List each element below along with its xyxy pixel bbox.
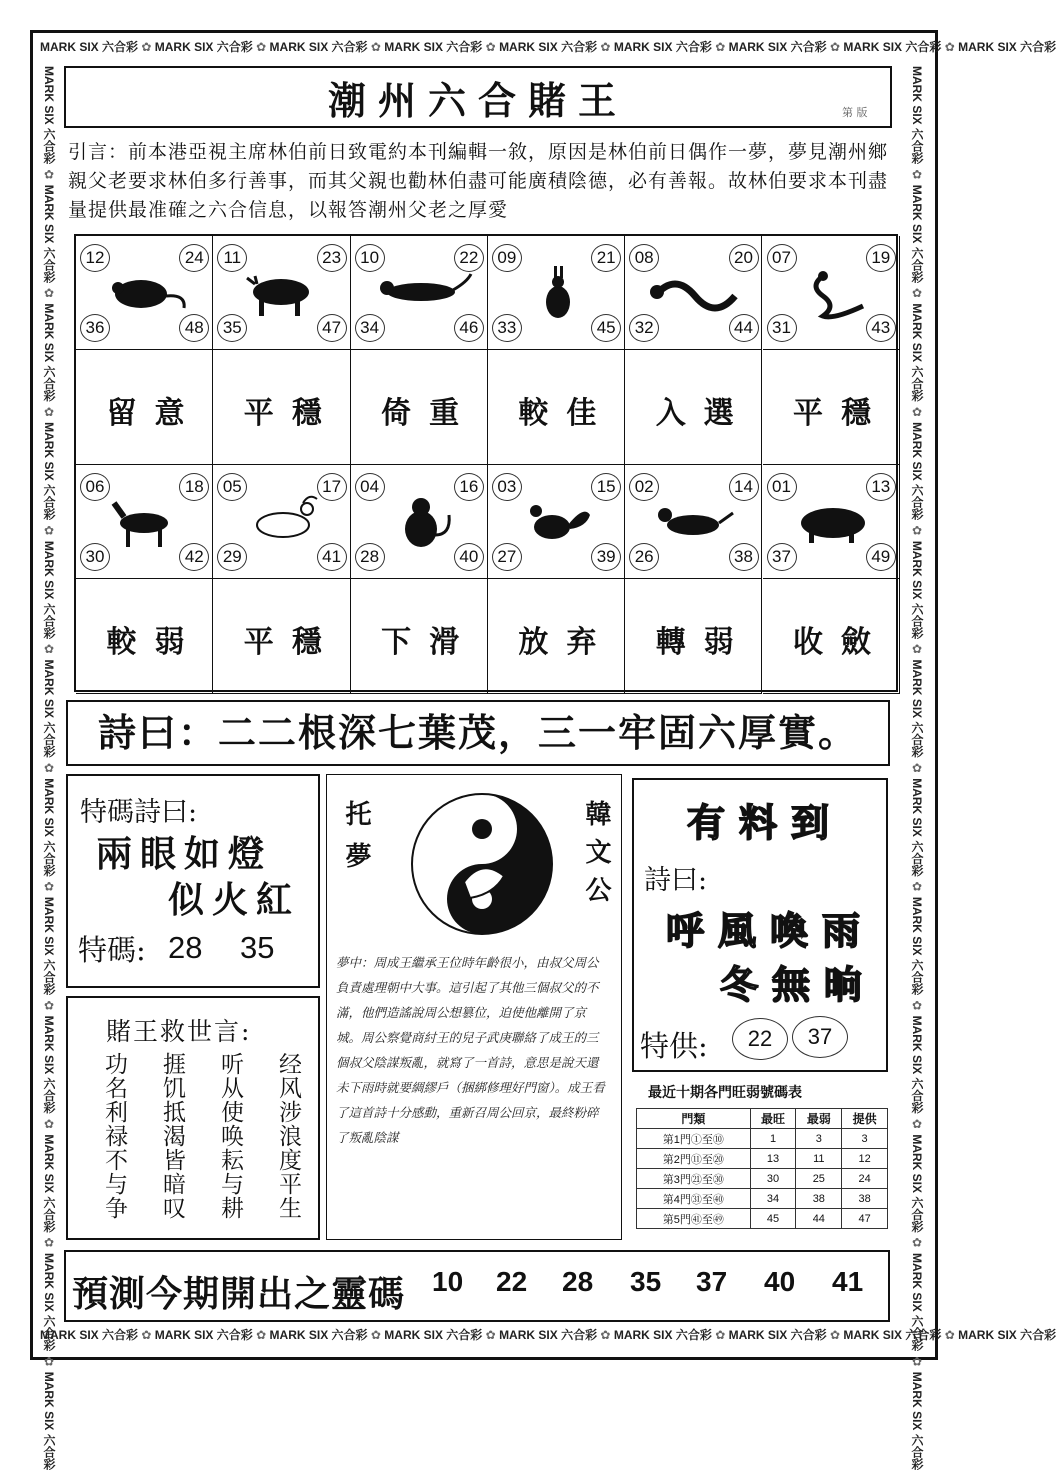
dream-left-label: 托夢: [341, 800, 371, 884]
special-code-2: 35: [240, 930, 275, 965]
zodiac-status: 留意: [106, 396, 203, 431]
zodiac-status: 收斂: [793, 625, 889, 660]
zodiac-status: 較弱: [106, 625, 203, 660]
zodiac-number: 32: [629, 314, 659, 342]
zodiac-status: 倚重: [381, 396, 478, 431]
zodiac-status: 平穩: [793, 396, 889, 431]
top-banner: MARK SIX 六合彩 ✿ MARK SIX 六合彩 ✿ MARK SIX 六合彩 ✿ MARK SIX 六合彩 ✿ MARK SIX 六合彩 ✿ MARK SIX 六合彩 ✿ MARK SIX 六合彩 ✿ MARK SIX 六合彩 ✿ MARK SIX 六合彩: [40, 40, 1056, 54]
zodiac-number: 09: [492, 244, 522, 272]
zodiac-number: 49: [866, 543, 896, 571]
hot-cold-table: [636, 1108, 888, 1229]
zodiac-number: 12: [80, 244, 110, 272]
dream-story: 夢中：周成王繼承王位時年齡很小，由叔父周公負責處理朝中大事。這引起了其他三個叔父的不滿，他們造謠說周公想篡位，迫使他離開了京城。周公察覺商紂王的兒子武庚聯絡了成王的三個叔父陰謀叛亂，就寫了一首詩，意思是說天還未下雨時就要綢繆戶（捆綁修理好門窗）。成王看了這首詩十分感動，重新召周公回京，最終粉碎了叛亂陰謀: [336, 955, 605, 1145]
prediction-number: 10: [432, 1266, 464, 1297]
yin-yang-icon: [408, 790, 556, 938]
ox-icon: [233, 266, 333, 322]
rooster-icon: [508, 495, 608, 551]
zodiac-number: 06: [80, 473, 110, 501]
row-offer: 38: [842, 1189, 888, 1209]
zodiac-grid: [74, 234, 898, 692]
table-header: 最弱: [796, 1109, 842, 1129]
monkey-icon: [371, 495, 471, 551]
edition-mark: 第 版: [842, 106, 868, 119]
row-cold: 38: [796, 1189, 842, 1209]
dream-right-label: 韓文公: [581, 800, 611, 914]
page-title: 潮州六合賭王: [327, 78, 628, 123]
zodiac-status: 較佳: [518, 396, 615, 431]
row-hot: 45: [750, 1209, 796, 1229]
row-offer: 3: [842, 1129, 888, 1149]
left-banner: MARK SIX 六合彩 ✿ MARK SIX 六合彩 ✿ MARK SIX 六合彩 ✿ MARK SIX 六合彩 ✿ MARK SIX 六合彩 ✿ MARK SIX 六合彩 ✿ MARK SIX 六合彩 ✿ MARK SIX 六合彩 ✿ MARK SIX 六合彩 ✿ MARK SIX 六合彩 ✿ MARK SIX 六合彩 ✿ MARK SIX 六合彩: [42, 66, 56, 1470]
zodiac-number: 29: [217, 543, 247, 571]
table-row: [637, 1209, 888, 1229]
row-cold: 25: [796, 1169, 842, 1189]
bottom-banner: MARK SIX 六合彩 ✿ MARK SIX 六合彩 ✿ MARK SIX 六合彩 ✿ MARK SIX 六合彩 ✿ MARK SIX 六合彩 ✿ MARK SIX 六合彩 ✿ MARK SIX 六合彩 ✿ MARK SIX 六合彩 ✿ MARK SIX 六合彩: [40, 1328, 1056, 1342]
zodiac-number: 07: [767, 244, 797, 272]
zodiac-number: 42: [179, 543, 209, 571]
zodiac-status: 轉弱: [655, 625, 752, 660]
news-title: 有料到: [686, 801, 843, 845]
zodiac-number: 36: [80, 314, 110, 342]
table-row: [637, 1129, 888, 1149]
zodiac-number: 34: [355, 314, 385, 342]
news-special-2: 37: [792, 1016, 848, 1058]
poem-text: 詩曰：二二根深七葉茂，三一牢固六厚實。: [97, 711, 858, 755]
zodiac-status: 入選: [655, 396, 752, 431]
zodiac-number: 35: [217, 314, 247, 342]
zodiac-number: 03: [492, 473, 522, 501]
zodiac-number: 31: [767, 314, 797, 342]
zodiac-number: 44: [729, 314, 759, 342]
news-poem-label: 詩曰:: [644, 865, 708, 896]
news-special-label: 特供:: [640, 1029, 708, 1063]
row-label: 第4門㉛至㊵: [637, 1189, 751, 1209]
zodiac-number: 46: [454, 314, 484, 342]
row-cold: 3: [796, 1129, 842, 1149]
row-hot: 1: [750, 1129, 796, 1149]
prediction-number: 40: [764, 1266, 796, 1297]
prediction-number: 41: [832, 1266, 864, 1297]
zodiac-number: 17: [317, 473, 347, 501]
zodiac-number: 18: [179, 473, 209, 501]
zodiac-number: 41: [317, 543, 347, 571]
special-code-label: 特碼:: [78, 933, 146, 967]
news-special-1: 22: [732, 1018, 788, 1060]
zodiac-number: 14: [729, 473, 759, 501]
news-line-2: 冬無晌: [720, 963, 877, 1007]
table-header: 門類: [637, 1109, 751, 1129]
zodiac-status: 下滑: [381, 625, 478, 660]
wisdom-title: 賭王救世言:: [106, 1017, 252, 1046]
table-header: 提供: [842, 1109, 888, 1129]
zodiac-number: 05: [217, 473, 247, 501]
zodiac-number: 02: [629, 473, 659, 501]
zodiac-status: 放弃: [518, 625, 615, 660]
zodiac-number: 08: [629, 244, 659, 272]
snake-icon: [783, 266, 883, 322]
zodiac-number: 28: [355, 543, 385, 571]
wisdom-column-3: 听从使唤耘与耕: [217, 1052, 243, 1220]
right-banner: MARK SIX 六合彩 ✿ MARK SIX 六合彩 ✿ MARK SIX 六合彩 ✿ MARK SIX 六合彩 ✿ MARK SIX 六合彩 ✿ MARK SIX 六合彩 ✿ MARK SIX 六合彩 ✿ MARK SIX 六合彩 ✿ MARK SIX 六合彩 ✿ MARK SIX 六合彩 ✿ MARK SIX 六合彩 ✿ MARK SIX 六合彩: [910, 66, 924, 1470]
row-label: 第2門⑪至⑳: [637, 1149, 751, 1169]
pig-icon: [783, 495, 883, 551]
prediction-number: 22: [496, 1266, 528, 1297]
zodiac-number: 30: [80, 543, 110, 571]
rabbit-icon: [508, 266, 608, 322]
table-row: [637, 1169, 888, 1189]
intro-text: 引言：前本港亞視主席林伯前日致電約本刊編輯一敘，原因是林伯前日偶作一夢，夢見潮州鄉親父老要求林伯多行善事，而其父親也勸林伯盡可能廣積陰德，必有善報。故林伯要求本刊盡量提供最准確之六合信息，以報答潮州父老之厚愛: [68, 141, 889, 221]
row-cold: 44: [796, 1209, 842, 1229]
row-offer: 24: [842, 1169, 888, 1189]
horse-icon: [96, 495, 196, 551]
row-hot: 13: [750, 1149, 796, 1169]
zodiac-number: 33: [492, 314, 522, 342]
zodiac-number: 01: [767, 473, 797, 501]
row-label: 第1門①至⑩: [637, 1129, 751, 1149]
zodiac-status: 平穩: [243, 396, 340, 431]
zodiac-number: 48: [179, 314, 209, 342]
row-cold: 11: [796, 1149, 842, 1169]
special-code-1: 28: [168, 930, 203, 965]
zodiac-number: 26: [629, 543, 659, 571]
dog-icon: [645, 495, 745, 551]
zodiac-status: 平穩: [243, 625, 340, 660]
zodiac-number: 10: [355, 244, 385, 272]
zodiac-number: 16: [454, 473, 484, 501]
row-offer: 47: [842, 1209, 888, 1229]
row-label: 第3門㉑至㉚: [637, 1169, 751, 1189]
wisdom-column-4: 经风涉浪度平生: [275, 1052, 301, 1220]
zodiac-number: 23: [317, 244, 347, 272]
row-hot: 34: [750, 1189, 796, 1209]
table-header: 最旺: [750, 1109, 796, 1129]
prediction-number: 35: [630, 1266, 662, 1297]
zodiac-number: 45: [591, 314, 621, 342]
special-title: 特碼詩曰:: [80, 797, 198, 828]
zodiac-number: 21: [591, 244, 621, 272]
prediction-number: 28: [562, 1266, 594, 1297]
zodiac-number: 43: [866, 314, 896, 342]
dragon-icon: [645, 266, 745, 322]
goat-icon: [233, 495, 333, 551]
prediction-number: 37: [696, 1266, 728, 1297]
zodiac-number: 15: [591, 473, 621, 501]
special-line-2: 似火紅: [168, 880, 301, 921]
row-offer: 12: [842, 1149, 888, 1169]
wisdom-column-1: 功名利禄不与争: [101, 1052, 127, 1220]
prediction-label: 預測今期開出之靈碼: [72, 1274, 406, 1315]
zodiac-number: 11: [217, 244, 247, 272]
zodiac-number: 13: [866, 473, 896, 501]
table-row: [637, 1149, 888, 1169]
tiger-icon: [371, 266, 471, 322]
zodiac-number: 27: [492, 543, 522, 571]
zodiac-number: 47: [317, 314, 347, 342]
special-line-1: 兩眼如燈: [96, 834, 273, 875]
table-row: [637, 1189, 888, 1209]
zodiac-number: 39: [591, 543, 621, 571]
rat-icon: [96, 266, 196, 322]
row-label: 第5門㊶至㊾: [637, 1209, 751, 1229]
wisdom-column-2: 捱饥抵渴皆暗叹: [159, 1052, 185, 1220]
table-header-row: [637, 1109, 888, 1129]
row-hot: 30: [750, 1169, 796, 1189]
news-line-1: 呼風喚雨: [666, 909, 875, 953]
table-title: 最近十期各門旺弱號碼表: [648, 1085, 802, 1101]
zodiac-number: 04: [355, 473, 385, 501]
zodiac-number: 40: [454, 543, 484, 571]
zodiac-number: 22: [454, 244, 484, 272]
zodiac-number: 37: [767, 543, 797, 571]
zodiac-number: 20: [729, 244, 759, 272]
zodiac-number: 24: [179, 244, 209, 272]
zodiac-number: 19: [866, 244, 896, 272]
zodiac-number: 38: [729, 543, 759, 571]
